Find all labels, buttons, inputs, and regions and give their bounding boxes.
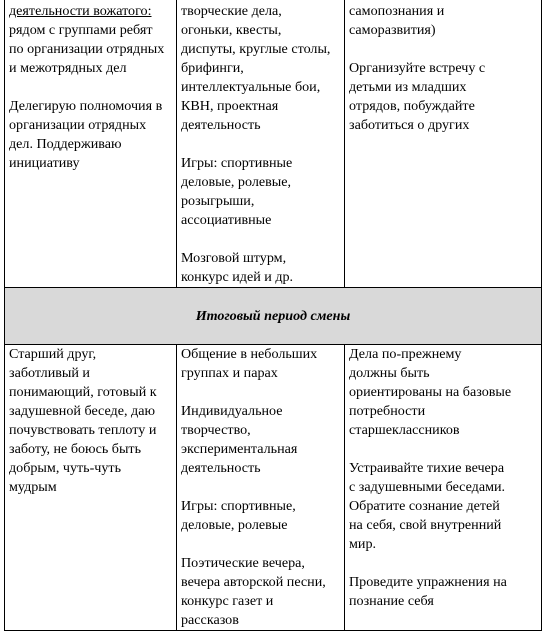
cell-text: рядом с группами ребят по организации отрядных и межотрядных дел — [9, 22, 165, 76]
cell-paragraph: Организуйте встречу с детьми из младших отрядов, побуждайте заботиться о других — [349, 60, 486, 133]
cell-paragraph: Общение в небольших группах и парах — [181, 346, 318, 381]
table-cell-role — [5, 0, 177, 288]
cell-paragraph: Игры: спортивные, деловые, ролевые — [181, 498, 296, 533]
cell-paragraph: творческие дела, огоньки, квесты, диспуты, круглые столы, брифинги, интеллектуальные бои, КВН, проектная деятельность — [181, 3, 331, 133]
cell-paragraph: Устраивайте тихие вечера с задушевными беседами. Обратите сознание детей на себя, свой внутренний мир. — [349, 460, 506, 552]
cell-paragraph: Проведите упражнения на познание себя — [349, 574, 507, 609]
table-row — [5, 0, 542, 288]
cell-paragraph: Игры: спортивные деловые, ролевые, розыгрыши, ассоциативные — [181, 155, 293, 228]
table-cell-advice — [345, 0, 542, 288]
section-title: Итоговый период смены — [195, 307, 351, 324]
counselor-activities-table — [4, 0, 542, 631]
underlined-heading: деятельности вожатого: — [9, 3, 152, 19]
cell-paragraph: Поэтические вечера, вечера авторской песни, конкурс газет и рассказов — [181, 555, 326, 628]
cell-paragraph: самопознания и саморазвития) — [349, 3, 445, 38]
table-cell-forms — [177, 0, 345, 288]
document-page — [4, 0, 541, 632]
cell-paragraph: Дела по-прежнему должны быть ориентированы на базовые потребности старшеклассников — [349, 346, 512, 438]
section-header-cell — [5, 288, 542, 345]
cell-paragraph: Старший друг, заботливый и понимающий, готовый к задушевной беседе, даю почувствовать теплоту и заботу, не боюсь быть добрым, чуть-чуть мудрым — [9, 346, 157, 495]
table-cell-role — [5, 345, 177, 631]
section-header-row — [5, 288, 542, 345]
table-cell-advice — [345, 345, 542, 631]
table-row — [5, 345, 542, 631]
cell-paragraph: Делегирую полномочия в организации отрядных дел. Поддерживаю инициативу — [9, 98, 163, 171]
cell-paragraph: Мозговой штурм, конкурс идей и др. — [181, 250, 294, 285]
cell-paragraph: Индивидуальное творчество, экспериментальная деятельность — [181, 403, 298, 476]
cell-paragraph — [9, 2, 172, 78]
table-cell-forms — [177, 345, 345, 631]
